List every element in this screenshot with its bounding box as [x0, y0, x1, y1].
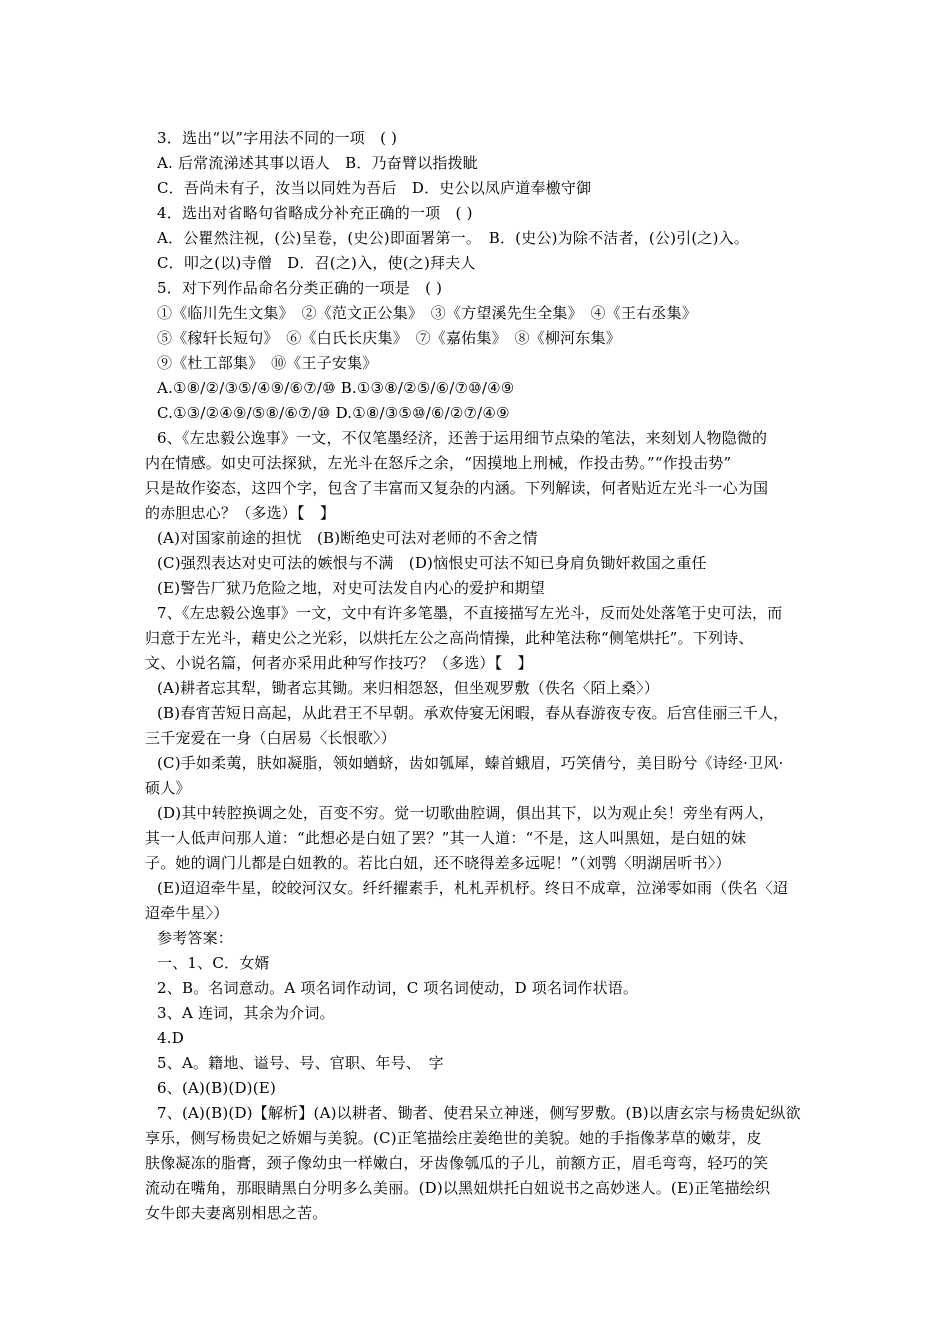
text-line: C．吾尚未有子，汝当以同姓为吾后 D．史公以凤庐道奉檄守御 [157, 179, 592, 197]
text-line: 肤像凝冻的脂膏，颈子像幼虫一样嫩白，牙齿像瓠瓜的子儿，前额方正，眉毛弯弯，轻巧的笑 [145, 1154, 769, 1172]
text-line: (E)迢迢牵牛星，皎皎河汉女。纤纤擢素手，札札弄机杼。终日不成章，泣涕零如雨（佚名〈迢 [157, 879, 789, 897]
text-line: 三千宠爱在一身（白居易〈长恨歌〉） [145, 729, 396, 747]
text-line: (A)对国家前途的担忧 (B)断绝史可法对老师的不舍之情 [157, 529, 538, 547]
text-line: 的赤胆忠心？（多选）【 】 [145, 504, 336, 522]
text-line: 3．选出“以”字用法不同的一项 ( ) [157, 129, 398, 147]
text-line: 5．对下列作品命名分类正确的一项是 ( ) [157, 279, 443, 297]
text-line: (C)手如柔荑，肤如凝脂，领如蝤蛴，齿如瓠犀，螓首蛾眉，巧笑倩兮，美目盼兮《诗经·卫风· [157, 754, 784, 772]
text-line: 归意于左光斗，藉史公之光彩，以烘托左公之高尚情操，此种笔法称“侧笔烘托”。下列诗、 [145, 629, 754, 647]
text-line: 享乐，侧写杨贵妃之娇媚与美貌。(C)正笔描绘庄姜绝世的美貌。她的手指像茅草的嫩芽，皮 [145, 1129, 762, 1147]
text-line: 2、B。名词意动。A 项名词作动词，C 项名词使动，D 项名词作状语。 [157, 979, 639, 997]
text-line: (C)强烈表达对史可法的嫉恨与不满 (D)恼恨史可法不知已身肩负锄奸救国之重任 [157, 554, 707, 572]
text-line: A.①⑧/②/③⑤/④⑨/⑥⑦/⑩ B.①③⑧/②⑤/⑥/⑦⑩/④⑨ [157, 379, 515, 397]
text-line: 只是故作姿态，这四个字，包含了丰富而又复杂的内涵。下列解读，何者贴近左光斗一心为国 [145, 479, 769, 497]
text-line: C．叩之(以)寺僧 D．召(之)入，使(之)拜夫人 [157, 254, 476, 272]
text-line: 一、1、C．女婿 [157, 954, 270, 972]
text-line: 文、小说名篇，何者亦采用此种写作技巧？（多选）【 】 [145, 654, 533, 672]
text-line: A．公瞿然注视，(公)呈卷，(史公)即面署第一。 B．(史公)为除不洁者，(公)引(之)入。 [157, 229, 750, 247]
text-line: 迢牵牛星〉） [145, 904, 229, 922]
text-line: 3、A 连词，其余为介词。 [157, 1004, 335, 1022]
text-line: (A)耕者忘其犁，锄者忘其锄。来归相怨怒，但坐观罗敷（佚名〈陌上桑〉） [157, 679, 660, 697]
text-line: 6、(A)(B)(D)(E) [157, 1079, 276, 1097]
document-page [145, 126, 817, 1226]
text-line: 内在情感。如史可法探狱，左光斗在怒斥之余，“因摸地上刑械，作投击势。”“作投击势” [145, 454, 732, 472]
text-line: 女牛郎夫妻离别相思之苦。 [145, 1204, 328, 1222]
text-line: 4.D [157, 1029, 184, 1047]
text-line: 流动在嘴角，那眼睛黑白分明多么美丽。(D)以黑妞烘托白妞说书之高妙迷人。(E)正笔描绘织 [145, 1179, 771, 1197]
text-line: 其一人低声问那人道：“此想必是白妞了罢？”其一人道：“不是，这人叫黑妞，是白妞的妹 [145, 829, 747, 847]
text-line: 4．选出对省略句省略成分补充正确的一项 ( ) [157, 204, 473, 222]
text-line: (E)警告厂狱乃危险之地，对史可法发自内心的爱护和期望 [157, 579, 546, 597]
text-line: 参考答案： [157, 929, 234, 947]
text-line: 7、《左忠毅公逸事》一文，文中有许多笔墨，不直接描写左光斗，反而处处落笔于史可法，而 [157, 604, 783, 622]
text-line: 硕人》 [145, 779, 191, 797]
text-line: ⑨《杜工部集》 ⑩《王子安集》 [157, 354, 378, 372]
text-line: (B)春宵苦短日高起，从此君王不早朝。承欢侍宴无闲暇，春从春游夜专夜。后宫佳丽三千人， [157, 704, 789, 722]
text-line: 7、(A)(B)(D)【解析】(A)以耕者、锄者、使君呆立神迷，侧写罗敷。(B)以唐玄宗与杨贵妃纵欲 [157, 1104, 801, 1122]
text-line: 6、《左忠毅公逸事》一文，不仅笔墨经济，还善于运用细节点染的笔法，来刻划人物隐微的 [157, 429, 768, 447]
text-line: A. 后常流涕述其事以语人 B．乃奋臂以指拨眦 [157, 154, 478, 172]
text-line: C.①③/②④⑨/⑤⑧/⑥⑦/⑩ D.①⑧/③⑤⑩/⑥/②⑦/④⑨ [157, 404, 510, 422]
text-line: 子。她的调门儿都是白妞教的。若比白妞，还不晓得差多远呢！”（刘鹗〈明湖居听书〉） [145, 854, 731, 872]
text-line: (D)其中转腔换调之处，百变不穷。觉一切歌曲腔调，俱出其下，以为观止矣！旁坐有两人， [157, 804, 775, 822]
text-line: ①《临川先生文集》 ②《范文正公集》 ③《方望溪先生全集》 ④《王右丞集》 [157, 304, 697, 322]
text-line: 5、A。籍地、谥号、号、官职、年号、 字 [157, 1054, 444, 1072]
text-line: ⑤《稼轩长短句》 ⑥《白氏长庆集》 ⑦《嘉佑集》 ⑧《柳河东集》 [157, 329, 621, 347]
